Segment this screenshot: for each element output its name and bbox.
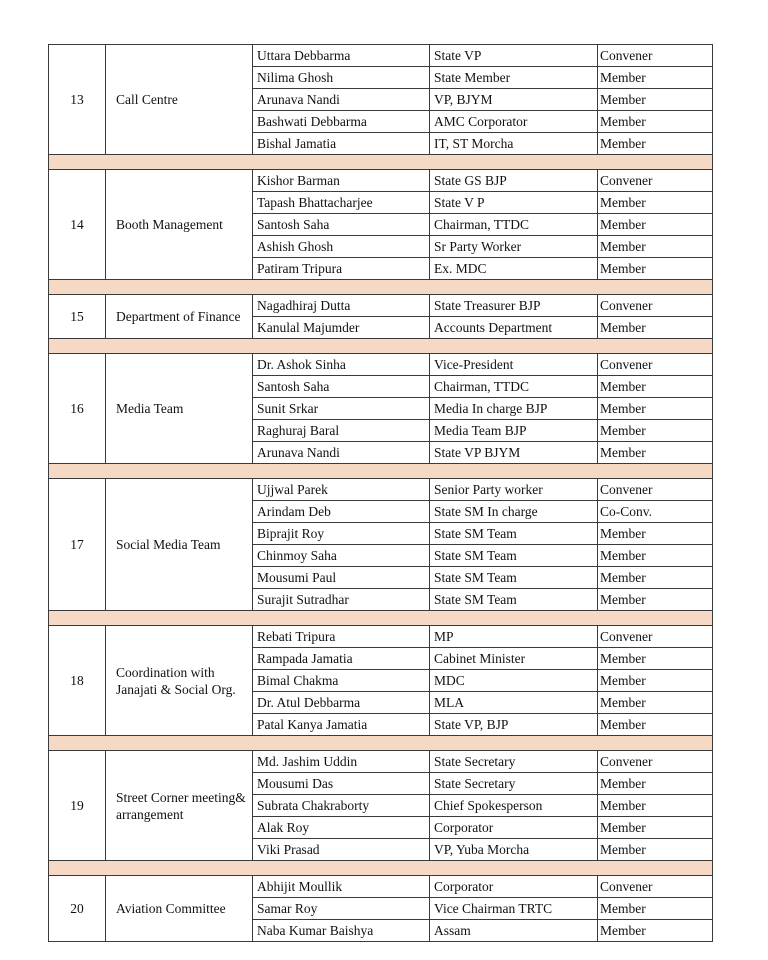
committee-name: Call Centre bbox=[106, 45, 253, 155]
member-role: Member bbox=[598, 89, 713, 111]
member-designation: State VP bbox=[430, 45, 598, 67]
member-name: Nagadhiraj Dutta bbox=[253, 295, 430, 317]
member-role: Member bbox=[598, 67, 713, 89]
member-name: Arunava Nandi bbox=[253, 89, 430, 111]
table-row bbox=[49, 876, 713, 898]
member-role: Member bbox=[598, 920, 713, 942]
table-row bbox=[49, 354, 713, 376]
member-designation: Corporator bbox=[430, 876, 598, 898]
member-role: Member bbox=[598, 214, 713, 236]
member-designation: VP, Yuba Morcha bbox=[430, 839, 598, 861]
member-role: Convener bbox=[598, 751, 713, 773]
table-row bbox=[49, 295, 713, 317]
member-designation: State VP BJYM bbox=[430, 442, 598, 464]
member-role: Member bbox=[598, 795, 713, 817]
separator-cell bbox=[49, 464, 713, 479]
committee-name: Coordination with Janajati & Social Org. bbox=[106, 626, 253, 736]
committee-name: Department of Finance bbox=[106, 295, 253, 339]
member-role: Member bbox=[598, 773, 713, 795]
member-designation: IT, ST Morcha bbox=[430, 133, 598, 155]
member-role: Convener bbox=[598, 626, 713, 648]
member-role: Co-Conv. bbox=[598, 501, 713, 523]
member-role: Member bbox=[598, 133, 713, 155]
serial-number: 14 bbox=[49, 170, 106, 280]
member-role: Member bbox=[598, 111, 713, 133]
committee-name: Booth Management bbox=[106, 170, 253, 280]
section-separator bbox=[49, 155, 713, 170]
committee-table-body bbox=[49, 45, 713, 942]
serial-number: 17 bbox=[49, 479, 106, 611]
member-name: Dr. Ashok Sinha bbox=[253, 354, 430, 376]
member-role: Member bbox=[598, 898, 713, 920]
serial-number: 16 bbox=[49, 354, 106, 464]
member-name: Biprajit Roy bbox=[253, 523, 430, 545]
member-name: Arunava Nandi bbox=[253, 442, 430, 464]
member-designation: State VP, BJP bbox=[430, 714, 598, 736]
member-designation: Chairman, TTDC bbox=[430, 214, 598, 236]
member-role: Member bbox=[598, 589, 713, 611]
member-name: Arindam Deb bbox=[253, 501, 430, 523]
member-designation: MLA bbox=[430, 692, 598, 714]
separator-cell bbox=[49, 861, 713, 876]
section-separator bbox=[49, 736, 713, 751]
member-designation: MP bbox=[430, 626, 598, 648]
member-name: Abhijit Moullik bbox=[253, 876, 430, 898]
member-name: Raghuraj Baral bbox=[253, 420, 430, 442]
member-name: Bashwati Debbarma bbox=[253, 111, 430, 133]
member-name: Kanulal Majumder bbox=[253, 317, 430, 339]
member-role: Member bbox=[598, 817, 713, 839]
member-name: Subrata Chakraborty bbox=[253, 795, 430, 817]
member-designation: State SM Team bbox=[430, 589, 598, 611]
member-designation: MDC bbox=[430, 670, 598, 692]
member-role: Member bbox=[598, 839, 713, 861]
member-name: Dr. Atul Debbarma bbox=[253, 692, 430, 714]
member-designation: State Secretary bbox=[430, 751, 598, 773]
committee-name: Media Team bbox=[106, 354, 253, 464]
member-role: Member bbox=[598, 236, 713, 258]
member-designation: Accounts Department bbox=[430, 317, 598, 339]
member-designation: Sr Party Worker bbox=[430, 236, 598, 258]
member-name: Mousumi Das bbox=[253, 773, 430, 795]
member-role: Member bbox=[598, 545, 713, 567]
member-designation: Cabinet Minister bbox=[430, 648, 598, 670]
member-name: Uttara Debbarma bbox=[253, 45, 430, 67]
serial-number: 15 bbox=[49, 295, 106, 339]
committee-name: Social Media Team bbox=[106, 479, 253, 611]
member-designation: Vice Chairman TRTC bbox=[430, 898, 598, 920]
member-designation: Media Team BJP bbox=[430, 420, 598, 442]
section-separator bbox=[49, 464, 713, 479]
serial-number: 13 bbox=[49, 45, 106, 155]
table-row bbox=[49, 626, 713, 648]
member-designation: VP, BJYM bbox=[430, 89, 598, 111]
member-designation: Chairman, TTDC bbox=[430, 376, 598, 398]
member-role: Convener bbox=[598, 876, 713, 898]
member-name: Viki Prasad bbox=[253, 839, 430, 861]
member-role: Member bbox=[598, 192, 713, 214]
member-designation: Chief Spokesperson bbox=[430, 795, 598, 817]
member-role: Convener bbox=[598, 170, 713, 192]
member-designation: State SM In charge bbox=[430, 501, 598, 523]
table-row bbox=[49, 170, 713, 192]
member-designation: State Treasurer BJP bbox=[430, 295, 598, 317]
member-role: Member bbox=[598, 692, 713, 714]
member-name: Santosh Saha bbox=[253, 214, 430, 236]
member-name: Patal Kanya Jamatia bbox=[253, 714, 430, 736]
member-designation: State GS BJP bbox=[430, 170, 598, 192]
member-name: Samar Roy bbox=[253, 898, 430, 920]
serial-number: 20 bbox=[49, 876, 106, 942]
member-role: Member bbox=[598, 258, 713, 280]
member-name: Surajit Sutradhar bbox=[253, 589, 430, 611]
member-role: Convener bbox=[598, 295, 713, 317]
member-name: Nilima Ghosh bbox=[253, 67, 430, 89]
section-separator bbox=[49, 280, 713, 295]
member-name: Sunit Srkar bbox=[253, 398, 430, 420]
section-separator bbox=[49, 611, 713, 626]
member-name: Santosh Saha bbox=[253, 376, 430, 398]
member-designation: State Member bbox=[430, 67, 598, 89]
member-name: Chinmoy Saha bbox=[253, 545, 430, 567]
member-designation: Ex. MDC bbox=[430, 258, 598, 280]
member-name: Bishal Jamatia bbox=[253, 133, 430, 155]
member-name: Tapash Bhattacharjee bbox=[253, 192, 430, 214]
member-name: Naba Kumar Baishya bbox=[253, 920, 430, 942]
member-designation: State Secretary bbox=[430, 773, 598, 795]
member-role: Convener bbox=[598, 479, 713, 501]
member-role: Member bbox=[598, 567, 713, 589]
section-separator bbox=[49, 339, 713, 354]
section-separator bbox=[49, 861, 713, 876]
member-name: Rampada Jamatia bbox=[253, 648, 430, 670]
member-role: Member bbox=[598, 317, 713, 339]
member-name: Rebati Tripura bbox=[253, 626, 430, 648]
member-name: Alak Roy bbox=[253, 817, 430, 839]
separator-cell bbox=[49, 611, 713, 626]
member-role: Member bbox=[598, 420, 713, 442]
member-designation: Media In charge BJP bbox=[430, 398, 598, 420]
member-name: Ujjwal Parek bbox=[253, 479, 430, 501]
member-role: Member bbox=[598, 442, 713, 464]
member-name: Md. Jashim Uddin bbox=[253, 751, 430, 773]
member-designation: Senior Party worker bbox=[430, 479, 598, 501]
table-row bbox=[49, 479, 713, 501]
separator-cell bbox=[49, 280, 713, 295]
separator-cell bbox=[49, 155, 713, 170]
member-role: Member bbox=[598, 376, 713, 398]
table-row bbox=[49, 751, 713, 773]
member-designation: AMC Corporator bbox=[430, 111, 598, 133]
separator-cell bbox=[49, 339, 713, 354]
serial-number: 19 bbox=[49, 751, 106, 861]
committee-name: Street Corner meeting& arrangement bbox=[106, 751, 253, 861]
member-designation: Corporator bbox=[430, 817, 598, 839]
member-role: Member bbox=[598, 670, 713, 692]
member-role: Member bbox=[598, 714, 713, 736]
committee-name: Aviation Committee bbox=[106, 876, 253, 942]
member-designation: Vice-President bbox=[430, 354, 598, 376]
member-designation: Assam bbox=[430, 920, 598, 942]
member-role: Member bbox=[598, 398, 713, 420]
member-name: Kishor Barman bbox=[253, 170, 430, 192]
member-name: Patiram Tripura bbox=[253, 258, 430, 280]
member-designation: State SM Team bbox=[430, 545, 598, 567]
member-designation: State SM Team bbox=[430, 567, 598, 589]
member-role: Member bbox=[598, 648, 713, 670]
member-name: Mousumi Paul bbox=[253, 567, 430, 589]
member-name: Bimal Chakma bbox=[253, 670, 430, 692]
separator-cell bbox=[49, 736, 713, 751]
member-role: Convener bbox=[598, 45, 713, 67]
member-designation: State V P bbox=[430, 192, 598, 214]
member-name: Ashish Ghosh bbox=[253, 236, 430, 258]
serial-number: 18 bbox=[49, 626, 106, 736]
member-designation: State SM Team bbox=[430, 523, 598, 545]
committee-table bbox=[48, 44, 713, 942]
table-row bbox=[49, 45, 713, 67]
member-role: Member bbox=[598, 523, 713, 545]
member-role: Convener bbox=[598, 354, 713, 376]
